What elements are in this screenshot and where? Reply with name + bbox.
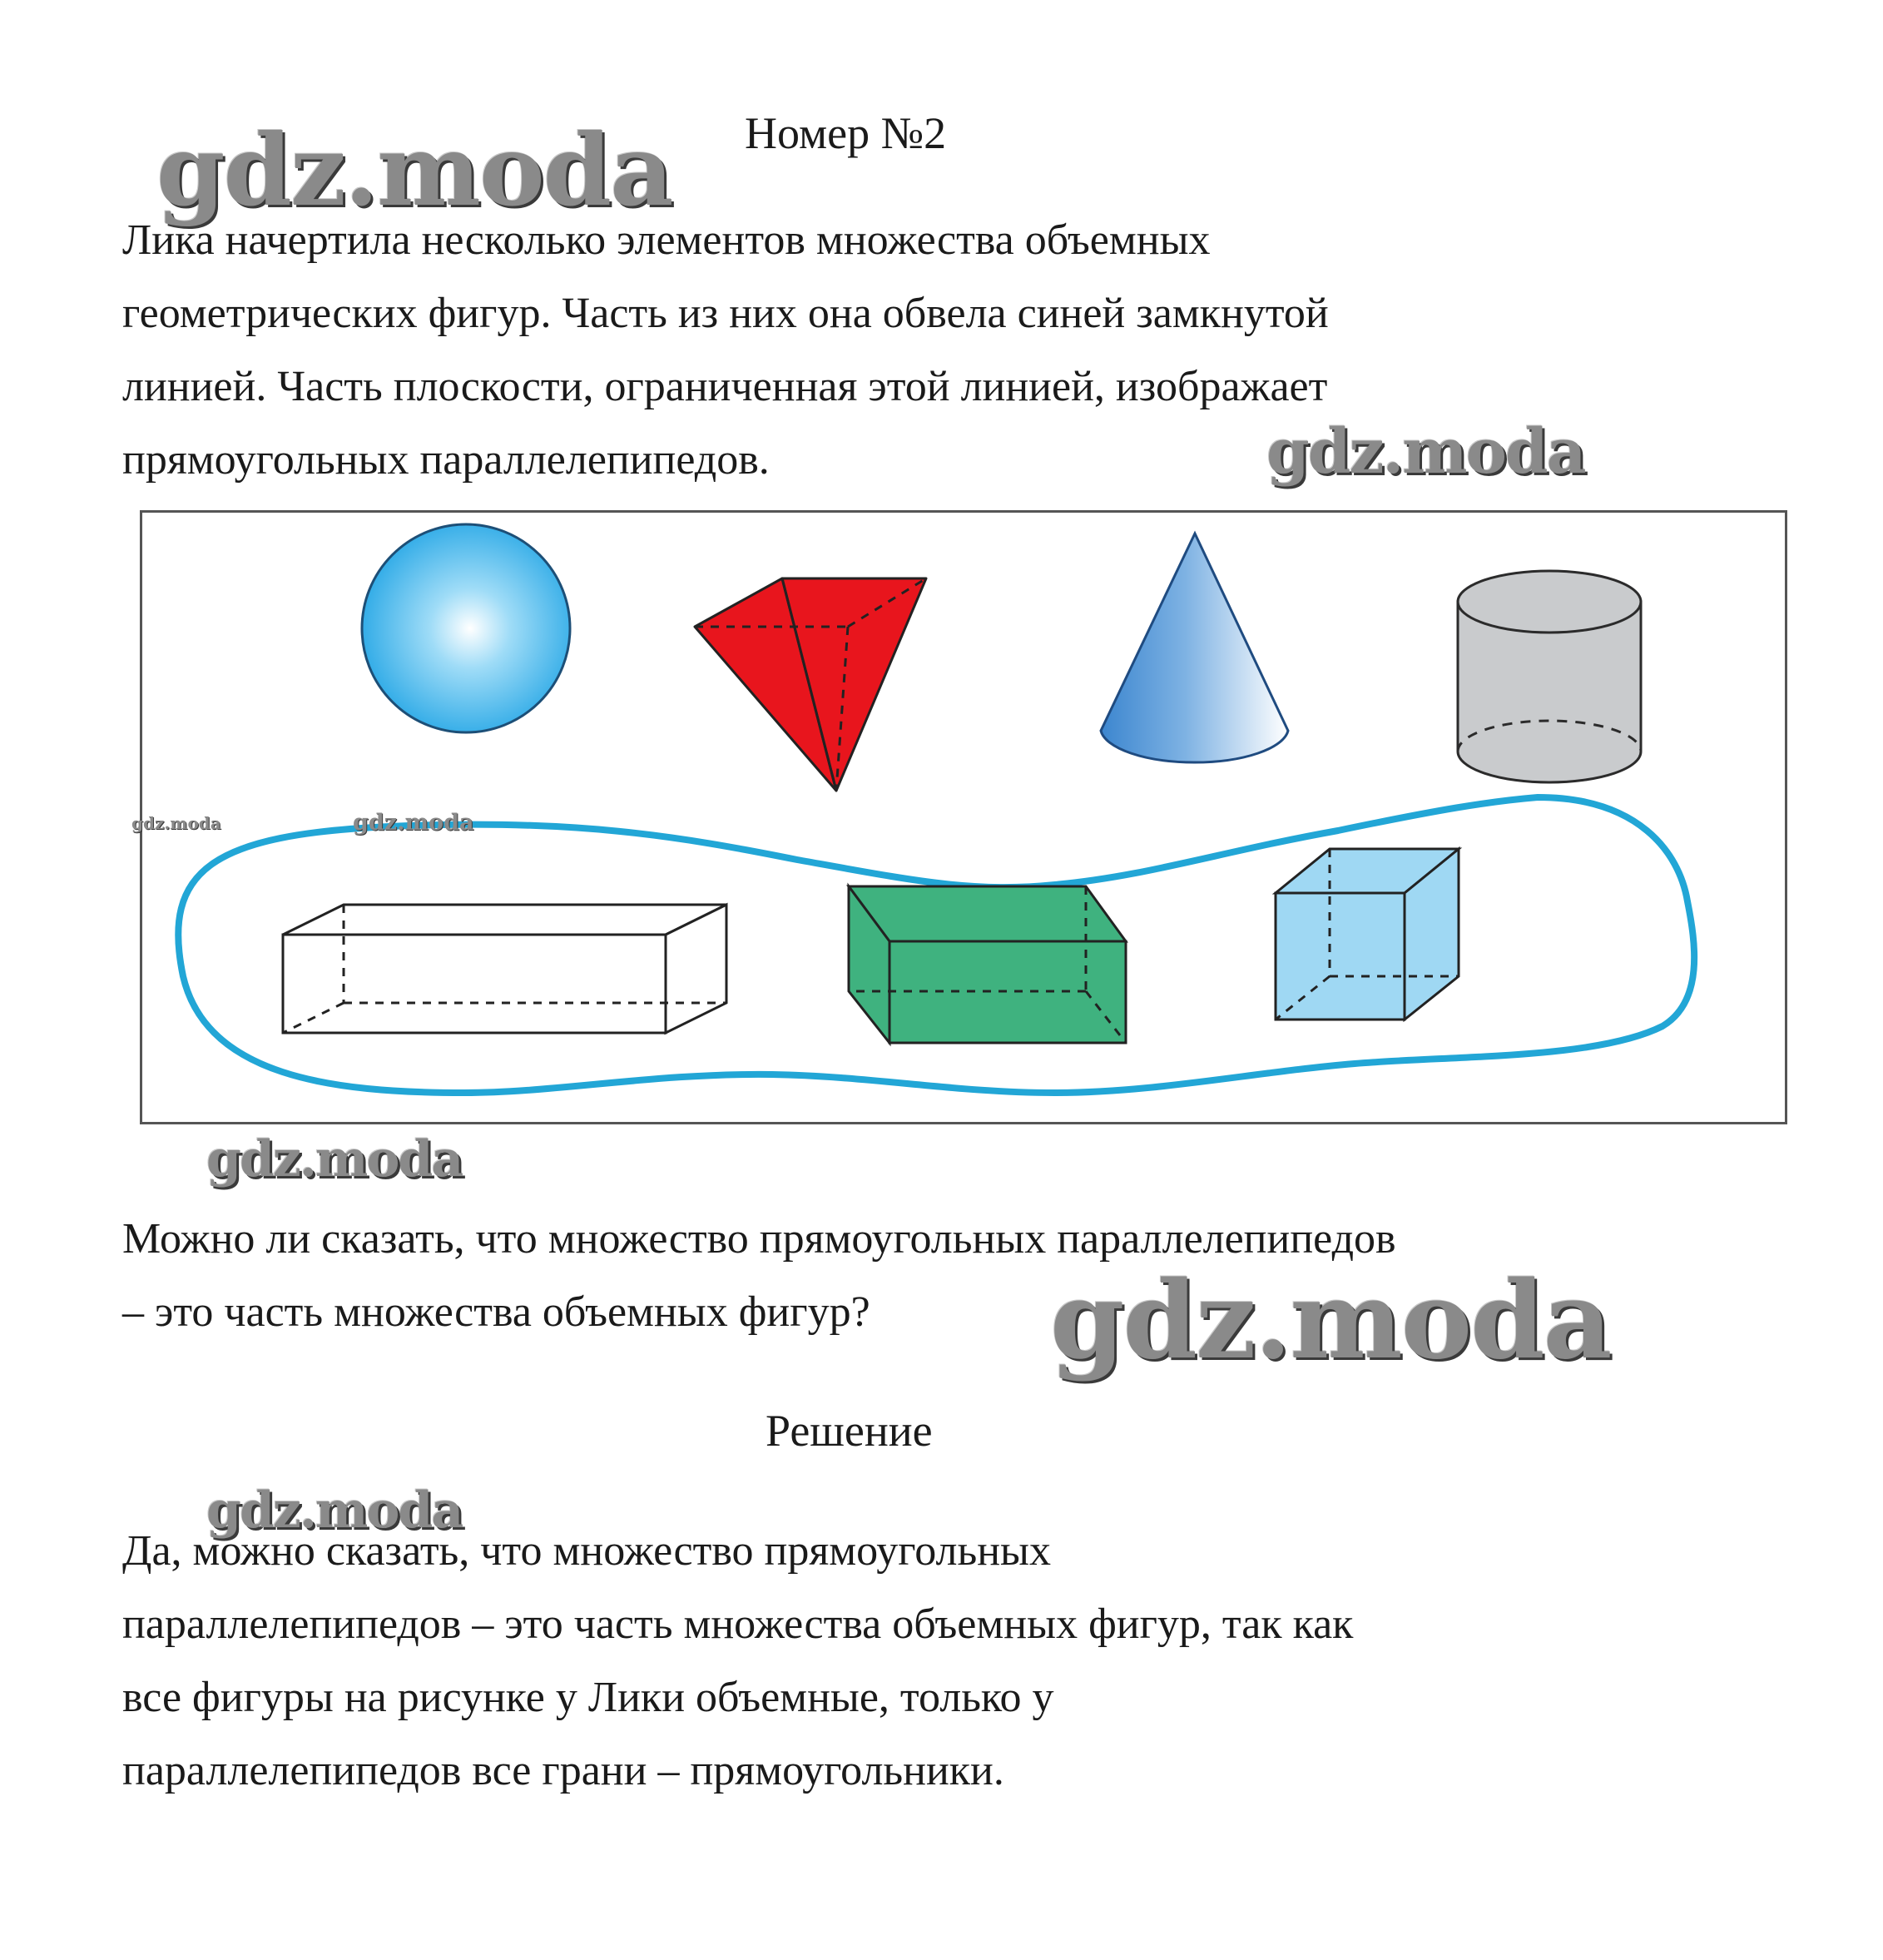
question-text [122,1203,1703,1349]
cube-shape [1276,849,1459,1020]
green-box-shape [849,886,1126,1043]
watermark-logo: gdz.moda [131,813,221,833]
shapes-figure [131,510,1787,1124]
task-line: Лика начертила несколько элементов множества объемных [122,216,1211,264]
watermark-logo: gdz.moda [1266,416,1585,488]
task-line: прямоугольных параллелепипедов. [122,436,770,484]
sphere-shape [362,524,570,732]
page-title: Номер №2 [745,108,947,158]
answer-line: параллелепипедов все грани – прямоугольники. [122,1747,1004,1794]
task-text [122,204,1703,497]
answer-line: Да, можно сказать, что множество прямоугольных [122,1527,1051,1575]
cylinder-shape [1458,571,1641,782]
answer-line: параллелепипедов – это часть множества объемных фигур, так как [122,1600,1354,1648]
answer-text [122,1515,1703,1808]
question-line: – это часть множества объемных фигур? [122,1288,870,1336]
question-line: Можно ли сказать, что множество прямоугольных параллелепипедов [122,1215,1396,1263]
watermark-logo: gdz.moda [1050,1258,1611,1383]
watermark-logo: gdz.moda [206,1481,463,1540]
watermark-logo: gdz.moda [156,112,672,228]
watermark-logo: gdz.moda [353,810,474,836]
answer-line: все фигуры на рисунке у Лики объемные, только у [122,1674,1054,1721]
task-line: линией. Часть плоскости, ограниченная этой линией, изображает [122,363,1328,410]
task-line: геометрических фигур. Часть из них она обвела синей замкнутой [122,290,1329,337]
watermark-logo: gdz.moda [206,1130,463,1188]
long-box-shape [283,905,726,1033]
solution-heading: Решение [766,1406,933,1456]
